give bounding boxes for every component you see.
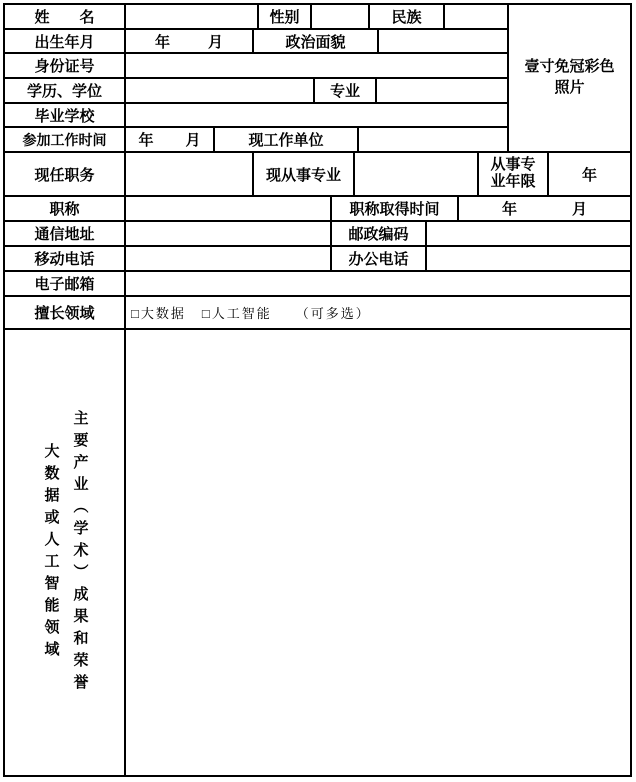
multi-select-note: （可多选） <box>295 306 371 321</box>
political-status-input-cell[interactable] <box>379 30 507 53</box>
row-address-postal <box>5 222 630 247</box>
title-time-label: 职称取得时间 <box>332 197 459 220</box>
row-school <box>5 104 507 129</box>
profession-years-input-cell[interactable] <box>549 153 630 195</box>
mobile-phone-input-cell[interactable] <box>126 247 332 270</box>
work-start-year-month-cell[interactable] <box>126 128 215 151</box>
row-email <box>5 272 630 297</box>
current-profession-label: 现从事专业 <box>254 153 355 195</box>
sex-input-cell[interactable] <box>312 5 370 28</box>
top-left-grid <box>5 5 509 151</box>
month-placeholder: 月 <box>572 202 588 218</box>
achievements-input-area[interactable] <box>126 330 630 775</box>
school-input-cell[interactable] <box>126 104 507 127</box>
achievements-label-cell <box>5 330 126 775</box>
expertise-label: 擅长领域 <box>5 297 126 328</box>
top-section <box>5 5 630 153</box>
office-phone-input-cell[interactable] <box>427 247 630 270</box>
current-position-input-cell[interactable] <box>126 153 254 195</box>
political-status-label: 政治面貌 <box>254 30 379 53</box>
birth-year-month-cell[interactable] <box>126 30 254 53</box>
education-degree-label: 学历、学位 <box>5 79 126 102</box>
achievements-label-col-left: 大数据或人工智能领域 <box>42 442 59 663</box>
sex-label: 性别 <box>259 5 312 28</box>
month-placeholder: 月 <box>185 133 201 150</box>
photo-box <box>509 5 630 151</box>
name-input-cell[interactable] <box>126 5 259 28</box>
ethnicity-label: 民族 <box>370 5 445 28</box>
id-digit-strip[interactable] <box>126 54 507 77</box>
title-label: 职称 <box>5 197 126 220</box>
personnel-form-table <box>3 3 632 777</box>
achievements-label-col-right: 主要产业（学术）成果和荣誉 <box>71 409 88 696</box>
mailing-address-label: 通信地址 <box>5 222 126 245</box>
row-name-sex-ethnicity <box>5 5 507 30</box>
email-label: 电子邮箱 <box>5 272 126 295</box>
employer-input-cell[interactable] <box>359 128 507 151</box>
row-id-number <box>5 54 507 79</box>
major-input-cell[interactable] <box>377 79 507 102</box>
year-placeholder: 年 <box>138 133 154 150</box>
row-title <box>5 197 630 222</box>
expertise-options-cell <box>126 297 630 328</box>
row-workstart-employer <box>5 128 507 151</box>
current-position-label: 现任职务 <box>5 153 126 195</box>
checkbox-option-bigdata[interactable]: □大数据 <box>131 306 186 321</box>
current-profession-input-cell[interactable] <box>355 153 479 195</box>
id-number-label: 身份证号 <box>5 54 126 77</box>
mailing-address-input-cell[interactable] <box>126 222 332 245</box>
year-placeholder: 年 <box>501 202 517 218</box>
profession-years-label-line1: 从事专 <box>490 157 536 173</box>
checkbox-option-ai[interactable]: □人工智能 <box>201 306 272 321</box>
profession-years-label-line2: 业年限 <box>490 174 536 190</box>
postal-code-input-cell[interactable] <box>427 222 630 245</box>
ethnicity-input-cell[interactable] <box>445 5 507 28</box>
year-placeholder: 年 <box>154 34 170 51</box>
profession-years-label <box>479 153 549 195</box>
office-phone-label: 办公电话 <box>332 247 427 270</box>
email-input-cell[interactable] <box>126 272 630 295</box>
photo-box-label-line1: 壹寸免冠彩色 <box>524 59 615 75</box>
major-label: 专业 <box>315 79 377 102</box>
work-start-label: 参加工作时间 <box>5 128 126 151</box>
month-placeholder: 月 <box>208 34 224 51</box>
birth-date-label: 出生年月 <box>5 30 126 53</box>
row-achievements <box>5 330 630 775</box>
employer-label: 现工作单位 <box>215 128 359 151</box>
row-expertise <box>5 297 630 330</box>
photo-box-label-line2: 照片 <box>554 80 585 96</box>
graduation-school-label: 毕业学校 <box>5 104 126 127</box>
row-position-profession-years <box>5 153 630 197</box>
row-education-major <box>5 79 507 104</box>
row-birth-political <box>5 30 507 55</box>
postal-code-label: 邮政编码 <box>332 222 427 245</box>
achievements-label <box>36 410 94 696</box>
title-time-input-cell[interactable] <box>459 197 630 220</box>
row-mobile-office-phone <box>5 247 630 272</box>
title-input-cell[interactable] <box>126 197 332 220</box>
education-input-cell[interactable] <box>126 79 315 102</box>
mobile-phone-label: 移动电话 <box>5 247 126 270</box>
years-unit-placeholder: 年 <box>581 167 597 184</box>
name-label: 姓 名 <box>5 5 126 28</box>
